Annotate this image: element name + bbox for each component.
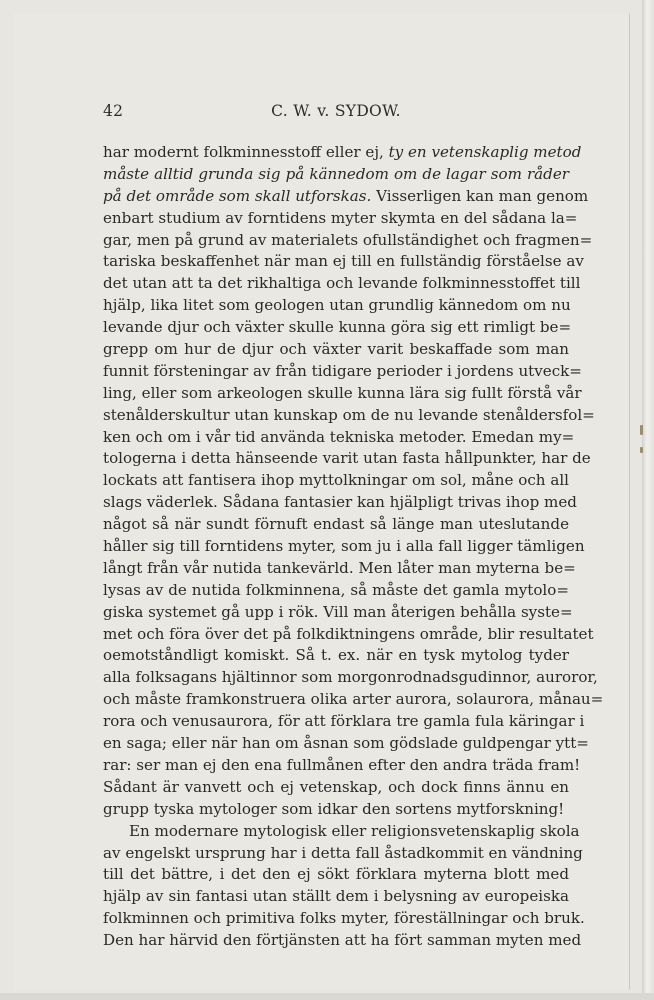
line-text: av engelskt ursprung har i detta fall åstadkommit en vändning bbox=[103, 843, 583, 862]
text-line bbox=[103, 339, 569, 361]
text-line bbox=[103, 843, 583, 865]
text-line bbox=[103, 295, 569, 317]
line-text: hjälp, lika litet som geologen utan grundlig kännedom om nu bbox=[103, 296, 571, 315]
line-text: tariska beskaffenhet när man ej till en fullständig förståelse av bbox=[103, 252, 584, 271]
line-text: folkminnen och primitiva folks myter, föreställningar och bruk. bbox=[103, 909, 585, 928]
text-line bbox=[103, 317, 572, 339]
text-line bbox=[103, 930, 582, 952]
text-line bbox=[103, 667, 598, 689]
text-line bbox=[103, 514, 569, 536]
line-text: det utan att ta det rikhaltiga och levande folkminnesstoffet till bbox=[103, 274, 581, 293]
line-text: Den har härvid den förtjänsten att ha fört samman myten med bbox=[103, 931, 582, 950]
text-line bbox=[103, 733, 589, 755]
text-line bbox=[103, 273, 581, 295]
line-text: Sådant är vanvett och ej vetenskap, och dock finns ännu en bbox=[103, 777, 569, 796]
line-text: oemotståndligt komiskt. Så t. ex. när en tysk mytolog tyder bbox=[103, 646, 569, 665]
text-line bbox=[103, 383, 582, 405]
text-line bbox=[103, 624, 594, 646]
text-line bbox=[103, 558, 576, 580]
page-edge-strip bbox=[642, 0, 654, 1000]
line-text: stenålderskultur utan kunskap om de nu levande stenåldersfol= bbox=[103, 405, 595, 424]
text-line bbox=[103, 164, 569, 186]
page-number: 42 bbox=[103, 102, 124, 120]
page-bottom-edge bbox=[0, 993, 654, 1000]
text-line bbox=[103, 886, 569, 908]
text-line bbox=[103, 755, 581, 777]
text-line bbox=[103, 689, 604, 711]
line-text: alla folksagans hjältinnor som morgonrodnadsgudinnor, auroror, bbox=[103, 668, 598, 687]
text-line bbox=[103, 645, 569, 667]
text-line bbox=[103, 251, 584, 273]
line-text: funnit försteningar av från tidigare perioder i jordens utveck= bbox=[103, 361, 582, 380]
line-text: hjälp av sin fantasi utan ställt dem i belysning av europeiska bbox=[103, 887, 569, 906]
line-text: lockats att fantisera ihop myttolkningar om sol, måne och all bbox=[103, 471, 569, 490]
text-line bbox=[103, 777, 569, 799]
line-text: levande djur och växter skulle kunna göra sig ett rimligt be= bbox=[103, 318, 572, 337]
body-text bbox=[103, 142, 604, 952]
text-line bbox=[103, 470, 569, 492]
text-line bbox=[103, 536, 585, 558]
binding-mark bbox=[640, 447, 643, 453]
binding-mark bbox=[640, 425, 643, 435]
line-text: långt från vår nutida tankevärld. Men låter man myterna be= bbox=[103, 558, 576, 577]
line-text: en saga; eller när han om åsnan som gödslade guldpengar ytt= bbox=[103, 734, 589, 753]
line-text: enbart studium av forntidens myter skymta en del sådana la= bbox=[103, 208, 578, 227]
line-text: grupp tyska mytologer som idkar den sortens mytforskning! bbox=[103, 799, 565, 818]
emphasis-text: måste alltid grunda sig på kännedom om de lagar som råder bbox=[103, 164, 569, 183]
line-text: rar: ser man ej den ena fullmånen efter den andra träda fram! bbox=[103, 755, 581, 774]
emphasis-text: på det område som skall utforskas. bbox=[103, 186, 372, 205]
text-line bbox=[103, 492, 577, 514]
text-line bbox=[103, 208, 578, 230]
line-text: Visserligen kan man genom bbox=[371, 186, 589, 205]
text-line bbox=[103, 448, 591, 470]
line-text: ken och om i vår tid använda tekniska metoder. Emedan my= bbox=[103, 427, 575, 446]
line-text: har modernt folkminnesstoff eller ej, bbox=[103, 143, 389, 161]
text-line bbox=[103, 799, 569, 821]
emphasis-text: ty en vetenskaplig metod bbox=[388, 143, 582, 161]
line-text: grepp om hur de djur och växter varit beskaffade som man bbox=[103, 340, 569, 359]
text-line bbox=[103, 186, 589, 208]
line-text: giska systemet gå upp i rök. Vill man återigen behålla syste= bbox=[103, 602, 573, 621]
text-line bbox=[103, 361, 582, 383]
text-line bbox=[103, 427, 575, 449]
line-text: håller sig till forntidens myter, som ju i alla fall ligger tämligen bbox=[103, 537, 585, 556]
line-text: och måste framkonstruera olika arter aurora, solaurora, månau= bbox=[103, 690, 604, 709]
line-text: lysas av de nutida folkminnena, så måste det gamla mytolo= bbox=[103, 580, 569, 599]
text-line bbox=[103, 230, 593, 252]
text-line bbox=[103, 864, 569, 886]
text-line bbox=[103, 711, 585, 733]
text-line bbox=[103, 142, 582, 164]
line-text: rora och venusaurora, för att förklara tre gamla fula käringar i bbox=[103, 712, 585, 731]
line-text: slags väderlek. Sådana fantasier kan hjälpligt trivas ihop med bbox=[103, 493, 577, 512]
text-line bbox=[103, 908, 585, 930]
line-text: En modernare mytologisk eller religionsvetenskaplig skola bbox=[129, 821, 580, 840]
line-text: ling, eller som arkeologen skulle kunna lära sig fullt förstå vår bbox=[103, 383, 582, 402]
page-header bbox=[103, 102, 569, 126]
running-head: C. W. v. SYDOW. bbox=[271, 102, 401, 120]
line-text: tologerna i detta hänseende varit utan fasta hållpunkter, har de bbox=[103, 449, 591, 468]
text-line bbox=[103, 602, 573, 624]
text-line bbox=[103, 405, 595, 427]
text-line bbox=[103, 580, 569, 602]
line-text: något så när sundt förnuft endast så länge man uteslutande bbox=[103, 515, 569, 534]
line-text: gar, men på grund av materialets ofullständighet och fragmen= bbox=[103, 230, 593, 249]
text-line bbox=[103, 821, 580, 843]
line-text: met och föra över det på folkdiktningens område, blir resultatet bbox=[103, 624, 594, 643]
line-text: till det bättre, i det den ej sökt förklara myterna blott med bbox=[103, 865, 569, 884]
